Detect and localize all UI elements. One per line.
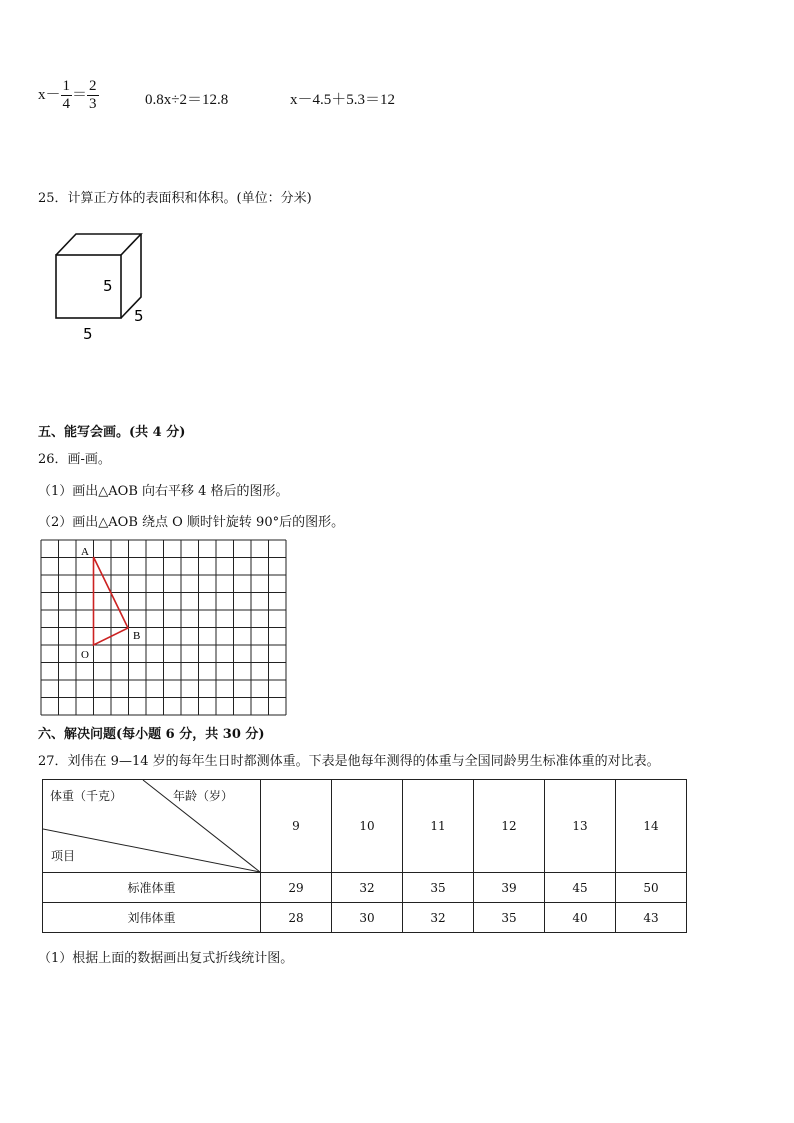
table-cell: 29 [261, 873, 332, 903]
fraction-numerator: 1 [62, 78, 71, 94]
table-cell: 30 [332, 903, 403, 933]
question-26-part2: （2）画出△AOB 绕点 O 顺时针旋转 90°后的图形。 [38, 515, 345, 530]
equation-1 [38, 78, 99, 113]
fraction-one-quarter [61, 78, 73, 113]
fraction-two-thirds [87, 78, 99, 113]
table-cell: 28 [261, 903, 332, 933]
fraction-denominator: 4 [62, 96, 71, 112]
table-cell: 40 [545, 903, 616, 933]
age-header-cell: 13 [545, 780, 616, 873]
row-label: 刘伟体重 [43, 903, 261, 933]
question-25-text: 25．计算正方体的表面积和体积。(单位：分米) [38, 191, 312, 206]
section-5-title: 五、能写会画。(共 4 分) [38, 425, 186, 440]
age-header-cell: 12 [474, 780, 545, 873]
diagonal-header-cell [43, 780, 261, 873]
question-26-part1: （1）画出△AOB 向右平移 4 格后的图形。 [38, 484, 289, 499]
age-header-cell: 11 [403, 780, 474, 873]
question-27-part1: （1）根据上面的数据画出复式折线统计图。 [38, 951, 294, 966]
cube-height-label: 5 [103, 277, 113, 295]
cube-side-face [121, 234, 141, 318]
drawing-grid[interactable] [38, 538, 290, 718]
table-cell: 45 [545, 873, 616, 903]
question-26-title: 26．画-画。 [38, 452, 111, 467]
equation-2: 0.8x÷2＝12.8 [145, 92, 229, 108]
table-row [43, 903, 687, 933]
point-o-label: O [81, 649, 89, 661]
cube-figure [50, 228, 160, 348]
cube-width-label: 5 [83, 325, 93, 343]
table-row [43, 873, 687, 903]
age-header-cell: 14 [616, 780, 687, 873]
table-cell: 35 [474, 903, 545, 933]
eq1-equals: ＝ [72, 86, 88, 103]
table-cell: 39 [474, 873, 545, 903]
header-weight-label: 体重（千克） [50, 789, 123, 803]
header-item-label: 项目 [51, 849, 76, 863]
table-header-row [43, 780, 687, 873]
fraction-denominator: 3 [89, 96, 97, 112]
age-header-cell: 10 [332, 780, 403, 873]
point-b-label: B [133, 630, 141, 642]
fraction-numerator: 2 [89, 78, 97, 94]
table-cell: 32 [403, 903, 474, 933]
table-cell: 50 [616, 873, 687, 903]
row-label: 标准体重 [43, 873, 261, 903]
eq1-lhs: x－ [38, 86, 61, 103]
cube-depth-label: 5 [134, 307, 144, 325]
age-header-cell: 9 [261, 780, 332, 873]
table-cell: 32 [332, 873, 403, 903]
table-cell: 43 [616, 903, 687, 933]
section-6-title: 六、解决问题(每小题 6 分，共 30 分) [38, 727, 265, 742]
point-a-label: A [81, 546, 89, 558]
question-27-text: 27．刘伟在 9—14 岁的每年生日时都测体重。下表是他每年测得的体重与全国同龄男生标准体重的对比表。 [38, 754, 660, 769]
equation-3: x－4.5＋5.3＝12 [290, 92, 396, 108]
table-cell: 35 [403, 873, 474, 903]
weight-comparison-table [42, 779, 687, 933]
header-age-label: 年龄（岁） [173, 789, 234, 803]
cube-top-face [56, 234, 141, 255]
